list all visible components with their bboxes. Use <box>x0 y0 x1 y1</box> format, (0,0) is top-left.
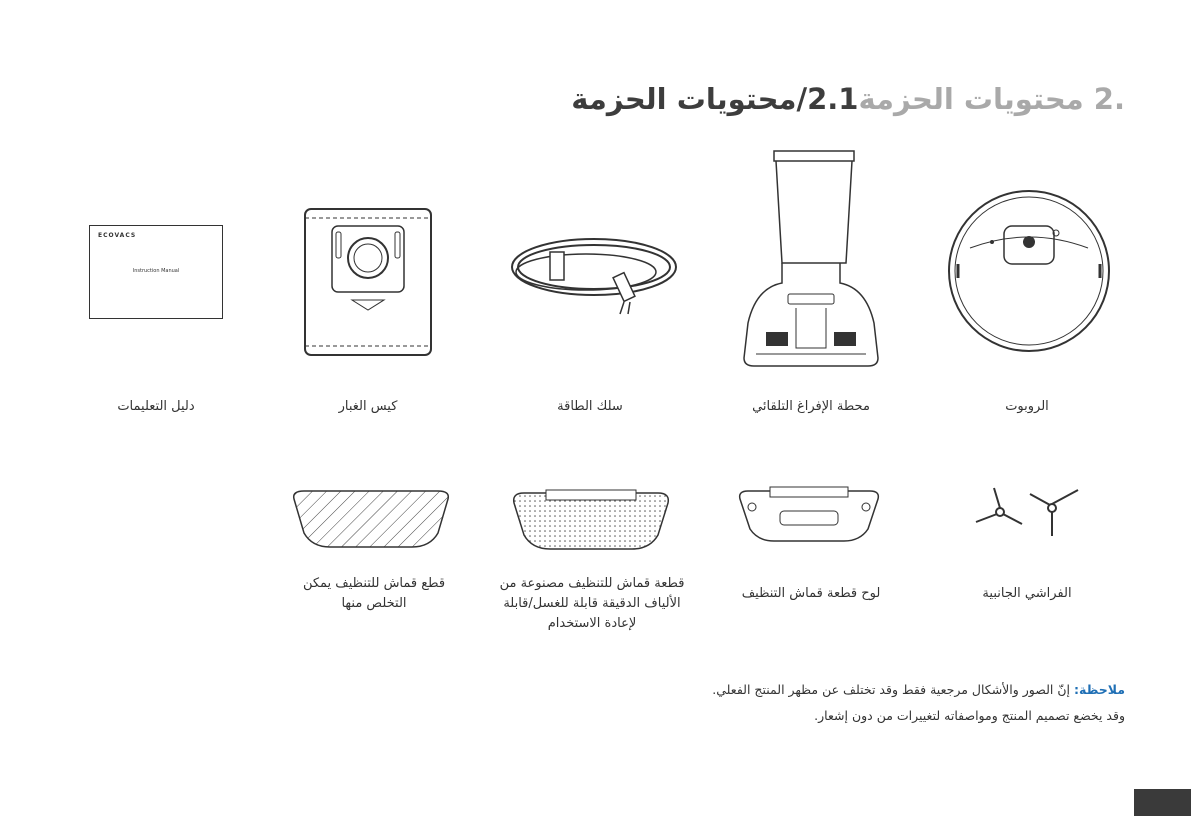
disposable-mop-illustration <box>288 487 454 551</box>
dust-bag-icon <box>302 206 434 358</box>
label-mop-plate: لوح قطعة قماش التنظيف <box>741 586 881 601</box>
mop-plate-illustration <box>734 485 884 545</box>
manual-cover-text: Instruction Manual <box>132 268 180 274</box>
note-line-2 <box>814 703 1125 729</box>
label-manual: دليل التعليمات <box>117 399 195 414</box>
side-brushes-illustration <box>970 484 1086 544</box>
label-washable-mop: قطعة قماش للتنظيف مصنوعة من الألياف الدقيقة قابلة للغسل/قابلة لإعادة الاستخدام <box>499 576 685 631</box>
label-robot: الروبوت <box>1005 399 1049 414</box>
section-title-sub: 2.1/محتويات الحزمة <box>571 82 859 116</box>
robot-illustration <box>944 186 1114 356</box>
washable-mop-illustration <box>508 489 674 553</box>
note-line-1 <box>712 677 1125 703</box>
label-disposable-mop: قطع قماش للتنظيف يمكن التخلص منها <box>302 576 446 611</box>
manual-brand: ECOVACS <box>98 232 137 239</box>
section-title <box>571 82 1125 116</box>
label-power-cord: سلك الطاقة <box>557 399 623 414</box>
note-text-1: إنّ الصور والأشكال مرجعية فقط وقد تختلف عن مظهر المنتج الفعلي. <box>712 682 1071 697</box>
dock-station-illustration <box>736 148 886 378</box>
note-keyword: ملاحظة: <box>1074 682 1125 697</box>
mop-plate-icon <box>734 485 884 545</box>
label-dock-station: محطة الإفراغ التلقائي <box>752 399 870 414</box>
section-title-main: .2 محتويات الحزمة <box>858 82 1125 116</box>
dock-station-icon <box>736 148 886 378</box>
dust-bag-illustration <box>302 206 434 358</box>
page-marker <box>1134 789 1191 816</box>
disposable-mop-icon <box>288 487 454 551</box>
power-cord-illustration <box>506 222 681 322</box>
note-text-2: وقد يخضع تصميم المنتج ومواصفاته لتغييرات من دون إشعار. <box>814 708 1125 723</box>
label-side-brushes: الفراشي الجانبية <box>982 586 1072 601</box>
robot-icon <box>944 186 1114 356</box>
power-cord-icon <box>506 222 681 322</box>
manual-illustration <box>89 225 223 319</box>
washable-mop-icon <box>508 489 674 553</box>
side-brushes-icon <box>970 484 1086 544</box>
label-dust-bag: كيس الغبار <box>338 399 398 414</box>
